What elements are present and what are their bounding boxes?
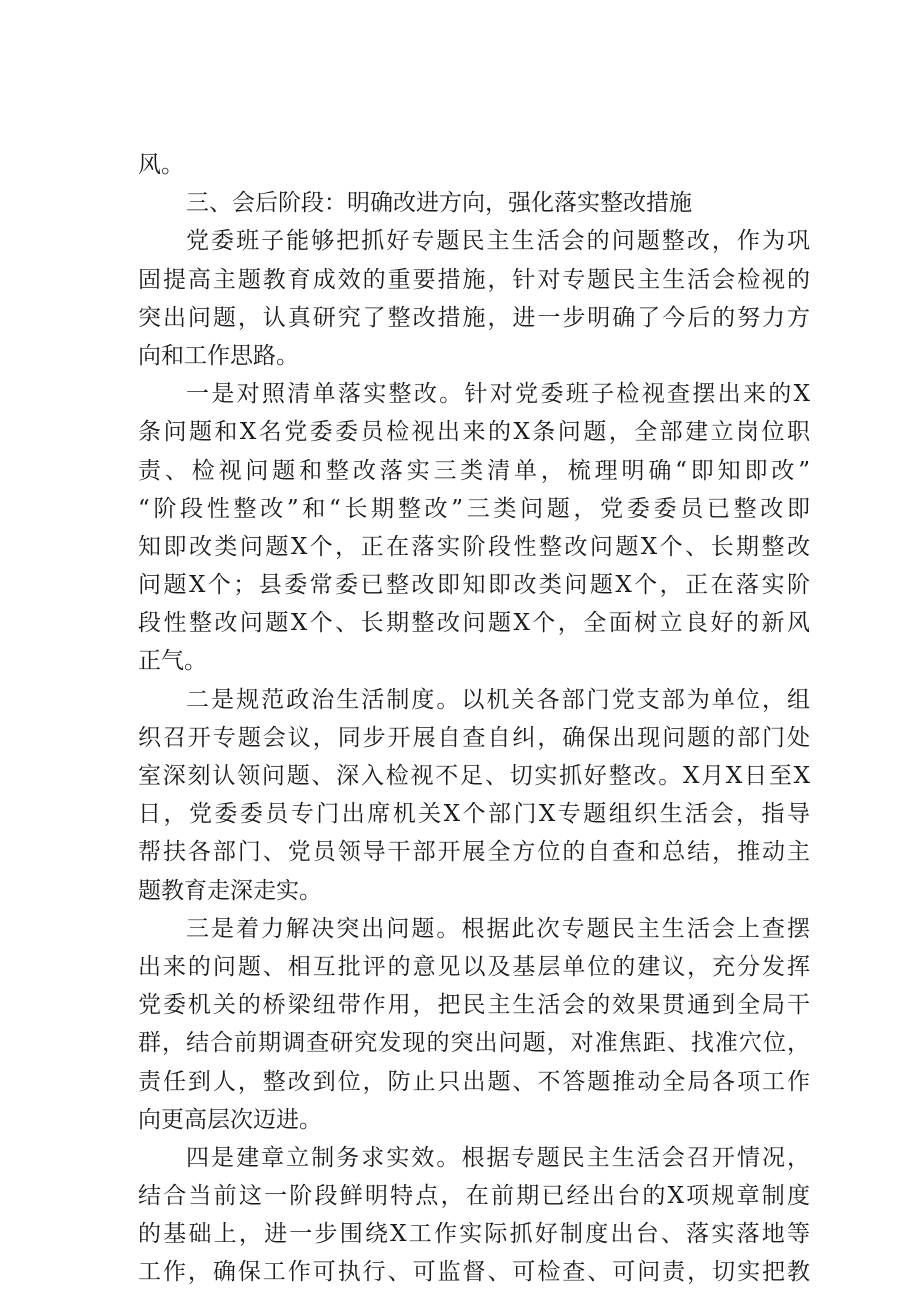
text-line: 段性整改问题X个、长期整改问题X个，全面树立良好的新风 — [138, 610, 810, 637]
text-line: 三是着力解决突出问题。根据此次专题民主生活会上查摆 — [186, 915, 810, 942]
text-line: 帮扶各部门、党员领导干部开展全方位的自查和总结，推动主 — [138, 839, 810, 866]
text-line: 三、会后阶段：明确改进方向，强化落实整改措施 — [186, 190, 692, 217]
text-line: 一是对照清单落实整改。针对党委班子检视查摆出来的X — [186, 381, 810, 408]
text-line: 二是规范政治生活制度。以机关各部门党支部为单位，组 — [186, 686, 810, 713]
text-line: 问题X个；县委常委已整改即知即改类问题X个，正在落实阶 — [138, 572, 810, 599]
text-line: 党委机关的桥梁纽带作用，把民主生活会的效果贯通到全局干 — [138, 992, 810, 1019]
text-line: “阶段性整改”和“长期整改”三类问题，党委委员已整改即 — [138, 495, 810, 522]
text-line: 题教育走深走实。 — [138, 877, 322, 904]
text-line: 风。 — [138, 152, 184, 178]
text-line: 四是建章立制务求实效。根据专题民主生活会召开情况， — [186, 1144, 810, 1171]
text-line: 出来的问题、相互批评的意见以及基层单位的建议，充分发挥 — [138, 953, 810, 980]
text-line: 党委班子能够把抓好专题民主生活会的问题整改，作为巩 — [186, 228, 810, 255]
text-line: 结合当前这一阶段鲜明特点，在前期已经出台的X项规章制度 — [138, 1183, 810, 1210]
text-line: 责、检视问题和整改落实三类清单，梳理明确“即知即改” — [138, 457, 810, 484]
text-line: 群，结合前期调查研究发现的突出问题，对准焦距、找准穴位， — [138, 1030, 810, 1057]
text-line: 条问题和X名党委委员检视出来的X条问题，全部建立岗位职 — [138, 419, 810, 446]
text-line: 的基础上，进一步围绕X工作实际抓好制度出台、落实落地等 — [138, 1221, 810, 1248]
text-line: 室深刻认领问题、深入检视不足、切实抓好整改。X月X日至X — [138, 763, 810, 789]
text-line: 日，党委委员专门出席机关X个部门X专题组织生活会，指导 — [138, 801, 810, 828]
text-line: 正气。 — [138, 648, 207, 675]
text-line: 固提高主题教育成效的重要措施，针对专题民主生活会检视的 — [138, 266, 810, 293]
text-line: 知即改类问题X个，正在落实阶段性整改问题X个、长期整改 — [138, 533, 810, 560]
text-line: 织召开专题会议，同步开展自查自纠，确保出现问题的部门处 — [138, 724, 810, 751]
text-line: 突出问题，认真研究了整改措施，进一步明确了今后的努力方 — [138, 304, 810, 331]
document-body — [138, 146, 810, 1292]
text-line: 责任到人，整改到位，防止只出题、不答题推动全局各项工作 — [138, 1068, 810, 1095]
text-line: 向更高层次迈进。 — [138, 1106, 322, 1133]
text-line: 工作，确保工作可执行、可监督、可检查、可问责，切实把教 — [138, 1259, 810, 1286]
text-line: 向和工作思路。 — [138, 342, 299, 369]
